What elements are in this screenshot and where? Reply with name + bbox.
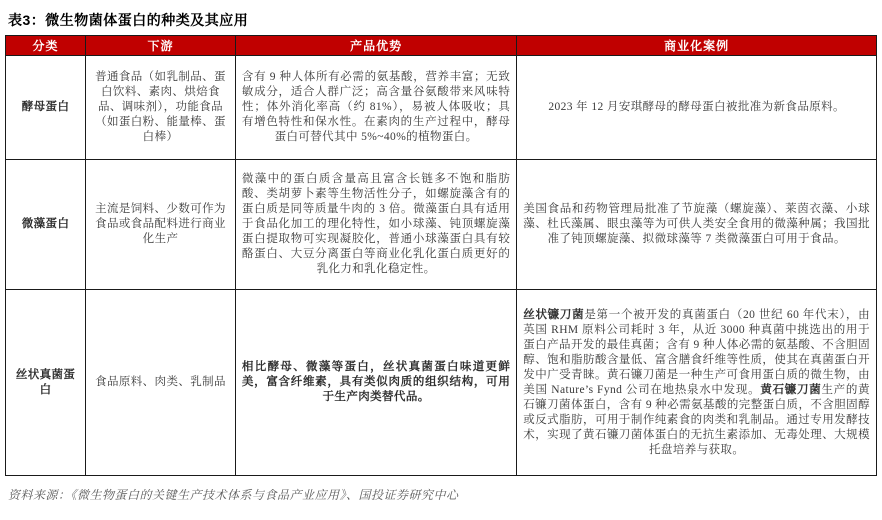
text-segment: 是第一个被开发的真菌蛋白（20 世纪 60 年代末），由英国 RHM 原料公司耗时 3 年，从近 3000 种真菌中挑选出的用于蛋白产品开发的最佳真菌；含有 9 种人体必需的氨基酸、不含胆固醇、饱和脂肪酸含量低、富含膳食纤维等性质，使其在真菌蛋白开发中广受青睐。黄石镰刀菌是一种生产可食用蛋白质的微生物，由美国 Nature’s Fynd 公司在地热泉水中发现。 — [523, 308, 871, 396]
text-segment: 微藻中的蛋白质含量高且富含长链多不饱和脂肪酸、类胡萝卜素等生物活性分子，如螺旋藻含有的蛋白质是同等质量牛肉的 3 倍。微藻蛋白具有适用于食品化加工的理化特性，如小球藻、钝顶螺旋藻蛋白提取物可实现凝胶化，普通小球藻蛋白具有较酪蛋白、大豆分离蛋白等商业化乳化蛋白质更好的乳化力和乳化稳定性。 — [241, 173, 511, 275]
table-body — [6, 56, 877, 476]
text-segment: 生产的黄石镰刀菌体蛋白，含有 9 种必需氨基酸的完整蛋白质，不含胆固醇或反式脂肪，可用于制作纯素食的肉类和乳制品。通过专用发酵技术，实现了黄石镰刀菌体蛋白的无抗生素添加、无毒处理、大规模托盘培养与获取。 — [523, 383, 871, 456]
text-segment: 食品原料、肉类、乳制品 — [95, 376, 226, 388]
cell-advantages — [235, 56, 516, 160]
text-segment: 美国食品和药物管理局批准了节旋藻（螺旋藻）、莱茵衣藻、小球藻、杜氏藻属、眼虫藻等为可供人类安全食用的微藻种属；我国批准了钝顶螺旋藻、拟微球藻等 7 类微藻蛋白可用于食品。 — [523, 203, 870, 245]
cell-downstream — [86, 56, 236, 160]
table-title: 表3：微生物菌体蛋白的种类及其应用 — [8, 12, 249, 28]
column-header-advantages: 产品优势 — [235, 36, 516, 56]
cell-downstream — [86, 290, 236, 476]
cell-case — [517, 290, 877, 476]
cell-advantages — [235, 290, 516, 476]
column-header-category: 分类 — [6, 36, 86, 56]
text-segment: 2023 年 12 月安琪酵母的酵母蛋白被批准为新食品原料。 — [548, 101, 845, 113]
cell-case — [517, 56, 877, 160]
cell-advantages — [235, 160, 516, 290]
cell-category — [6, 290, 86, 476]
source-note: 资料来源：《微生物蛋白的关键生产技术体系与食品产业应用》、国投证券研究中心 — [8, 488, 459, 502]
table-row — [6, 56, 877, 160]
text-segment: 含有 9 种人体所有必需的氨基酸，营养丰富；无致敏成分，适合人群广泛；高含量谷氨酸带来风味特性；体外消化率高（约 81%），易被人体吸收；具有增色特性和保水性。在素肉的生产过程中，酵母蛋白可替代其中 5%~40%的植物蛋白。 — [241, 71, 511, 143]
table-row — [6, 160, 877, 290]
header-row — [6, 36, 877, 56]
text-segment: 普通食品（如乳制品、蛋白饮料、素肉、烘焙食品、调味剂），功能食品（如蛋白粉、能量棒、蛋白棒） — [95, 71, 226, 143]
cell-category — [6, 160, 86, 290]
text-segment: 黄石镰刀菌 — [760, 383, 822, 396]
text-segment: 酵母蛋白 — [21, 101, 70, 113]
table-row — [6, 290, 877, 476]
column-header-case: 商业化案例 — [517, 36, 877, 56]
cell-downstream — [86, 160, 236, 290]
text-segment: 丝状镰刀菌 — [523, 308, 585, 321]
column-header-downstream: 下游 — [86, 36, 236, 56]
text-segment: 丝状真菌蛋白 — [15, 368, 76, 396]
text-segment: 主流是饲料、少数可作为食品或食品配料进行商业化生产 — [95, 203, 226, 245]
text-segment: 相比酵母、微藻等蛋白，丝状真菌蛋白味道更鲜美，富含纤维素，具有类似肉质的组织结构，可用于生产肉类替代品。 — [241, 361, 511, 403]
cell-category — [6, 56, 86, 160]
text-segment: 微藻蛋白 — [21, 218, 70, 230]
microbial-protein-table — [5, 35, 877, 476]
cell-case — [517, 160, 877, 290]
